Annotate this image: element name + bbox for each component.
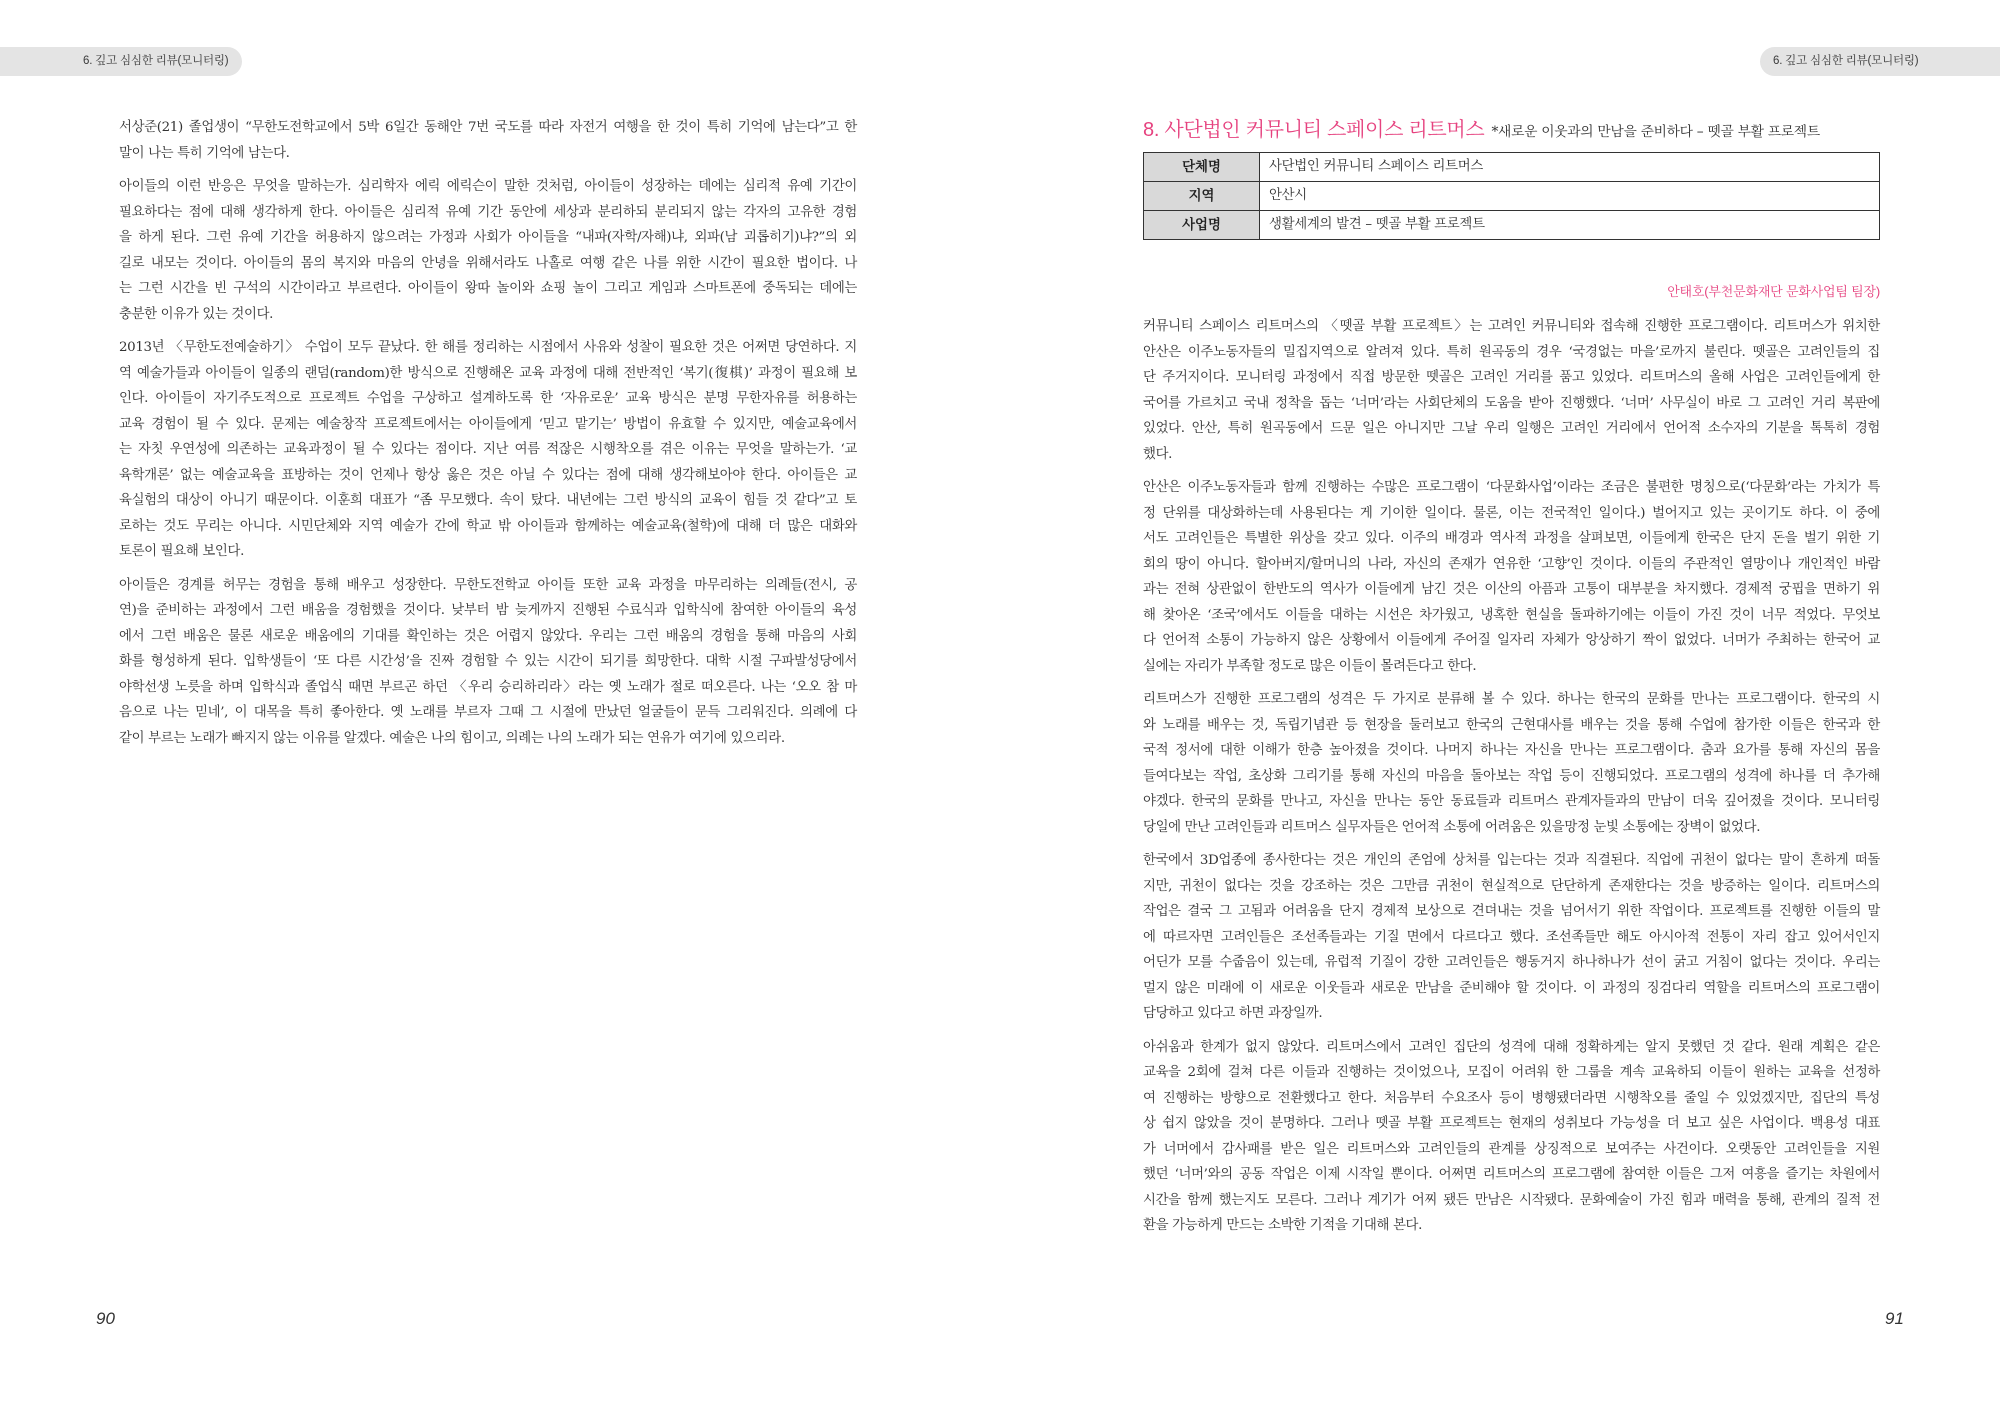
info-value: 사단법인 커뮤니티 스페이스 리트머스 [1260,153,1880,182]
text-line: 시간을 함께 했는지도 모른다. 그러나 계기가 어찌 됐든 만남은 시작됐다. 문화예술이 가진 힘과 매력을 통해, 관계의 질적 전 [1143,1192,1880,1208]
running-header-text: 6. 깊고 심심한 리뷰(모니터링) [83,55,229,67]
text-line: 아이들은 경계를 허무는 경험을 통해 배우고 성장한다. 무한도전학교 아이들 또한 교육 과정을 마무리하는 의례들(전시, 공 [119,577,857,593]
info-row [1144,182,1880,211]
running-header-left [0,47,242,76]
text-line: 에 따르자면 고려인들은 조선족들과는 기질 면에서 다르다고 했다. 조선족들만 해도 아시아적 전통이 자리 잡고 있어서인지 [1143,929,1880,945]
paragraph [119,174,857,327]
text-line: 국적 정서에 대한 이해가 한층 높아졌을 것이다. 나머지 하나는 자신을 만나는 프로그램이다. 춤과 요가를 통해 자신의 몸을 [1143,743,1880,758]
text-line: 역 예술가들과 아이들이 일종의 랜덤(random)한 방식으로 진행해온 교육 과정에 대해 전반적인 ‘복기(復棋)’ 과정이 필요해 보 [119,365,857,381]
info-row [1144,211,1880,240]
paragraph [1143,314,1880,467]
info-table [1143,152,1880,240]
text-line: 실에는 자리가 부족할 정도로 많은 이들이 몰려든다고 한다. [1143,658,1477,674]
info-label: 사업명 [1144,211,1260,240]
paragraph [119,573,857,752]
text-line: 야학선생 노릇을 하며 입학식과 졸업식 때면 부르곤 하던 〈우리 승리하리라〉라는 옛 노래가 절로 떠오른다. 나는 ‘오오 참 마 [119,679,857,695]
info-value: 안산시 [1260,182,1880,211]
paragraph [1143,848,1880,1027]
text-line: 다 언어적 소통이 가능하지 않은 상황에서 이들에게 주어질 일자리 자체가 앙상하기 짝이 없었다. 너머가 주최하는 한국어 교 [1143,633,1880,648]
text-line: 서상준(21) 졸업생이 “무한도전학교에서 5박 6일간 동해안 7번 국도를 따라 자전거 여행을 한 것이 특히 기억에 남는다”고 한 [119,120,857,135]
text-line: 과는 전혀 상관없이 한반도의 역사가 이들에게 남긴 것은 이산의 아픔과 고통이 대부분을 차지했다. 경제적 궁핍을 면하기 위 [1143,582,1880,597]
running-header-right [1760,47,2000,76]
info-value: 생활세계의 발견 – 뗏골 부활 프로젝트 [1260,211,1880,240]
text-line: 연)을 준비하는 과정에서 그런 배움을 경험했을 것이다. 낮부터 밤 늦게까지 진행된 수료식과 입학식에 참여한 아이들의 육성 [119,603,857,618]
text-line: 안산은 이주노동자들의 밀집지역으로 알려져 있다. 특히 원곡동의 경우 ‘국경없는 마을’로까지 불린다. 뗏골은 고려인들의 집 [1143,344,1880,360]
text-line: 했다. [1143,446,1173,462]
text-line: 안산은 이주노동자들과 함께 진행하는 수많은 프로그램이 ‘다문화사업’이라는 조금은 불편한 명칭으로(‘다문화’라는 가치가 특 [1143,480,1880,495]
text-line: 해 찾아온 ‘조국’에서도 이들을 대하는 시선은 차가웠고, 냉혹한 현실을 돌파하기에는 이들이 가진 것이 너무 적었다. 무엇보 [1143,607,1880,623]
page-number-left: 90 [96,1309,115,1328]
text-line: 교육을 2회에 걸쳐 다른 이들과 진행하는 것이었으나, 모집이 어려워 한 그룹을 계속 교육하되 이들이 원하는 교육을 선정하 [1143,1065,1880,1080]
text-line: 했던 ‘너머’와의 공동 작업은 이제 시작일 뿐이다. 어쩌면 리트머스의 프로그램에 참여한 이들은 그저 여흥을 즐기는 차원에서 [1143,1167,1880,1182]
text-line: 여 진행하는 방향으로 전환했다고 한다. 처음부터 수요조사 등이 병행됐더라면 시행착오를 줄일 수 있었겠지만, 집단의 특성 [1143,1090,1880,1106]
text-line: 작업은 결국 그 고됨과 어려움을 단지 경제적 보상으로 견뎌내는 것을 넘어서기 위한 작업이다. 프로젝트를 진행한 이들의 말 [1143,904,1880,919]
text-line: 같이 부르는 노래가 빠지지 않는 이유를 알겠다. 예술은 나의 힘이고, 의례는 나의 노래가 되는 연유가 여기에 있으리라. [119,730,785,746]
page-number-right: 91 [1885,1309,1904,1328]
text-line: 말이 나는 특히 기억에 남는다. [119,145,290,161]
text-line: 육학개론’ 없는 예술교육을 표방하는 것이 언제나 항상 옳은 것은 아닐 수 있다는 점에 대해 생각해보아야 한다. 아이들은 교 [119,467,857,483]
section-heading [1143,116,1880,146]
text-line: 당일에 만난 고려인들과 리트머스 실무자들은 언어적 소통에 어려움은 있을망정 눈빛 소통에는 장벽이 없었다. [1143,819,1761,835]
text-line: 정 단위를 대상화하는데 사용된다는 게 기이한 일이다. 물론, 이는 전국적인 일이다.) 벌어지고 있는 곳이기도 하다. 이 중에 [1143,505,1880,521]
text-line: 필요하다는 점에 대해 생각하게 한다. 아이들은 심리적 유예 기간 동안에 세상과 분리하되 분리되지 않는 각자의 고유한 경험 [119,204,857,220]
text-line: 육실험의 대상이 아니기 때문이다. 이훈희 대표가 “좀 무모했다. 속이 탔다. 내년에는 그런 방식의 교육이 힘들 것 같다”고 토 [119,493,857,508]
paragraph [1143,687,1880,840]
paragraph [119,115,857,166]
section-subtitle: *새로운 이웃과의 만남을 준비하다 – 뗏골 부활 프로젝트 [1491,124,1820,140]
text-line: 화를 형성하게 된다. 입학생들이 ‘또 다른 시간성’을 진짜 경험할 수 있는 시간이 되기를 희망한다. 대학 시절 구파발성당에서 [119,654,857,669]
text-line: 2013년 〈무한도전예술하기〉 수업이 모두 끝났다. 한 해를 정리하는 시점에서 사유와 성찰이 필요한 것은 어쩌면 당연하다. 지 [119,340,857,355]
text-line: 에서 그런 배움은 물론 새로운 배움에의 기대를 확인하는 것은 어렵지 않았다. 우리는 그런 배움의 경험을 통해 마음의 사회 [119,628,857,644]
text-line: 단 주거지이다. 모니터링 과정에서 직접 방문한 뗏골은 고려인 거리를 품고 있었다. 리트머스의 올해 사업은 고려인들에게 한 [1143,370,1880,385]
text-line: 로하는 것도 무리는 아니다. 시민단체와 지역 예술가 간에 학교 밖 아이들과 함께하는 예술교육(철학)에 대해 더 많은 대화와 [119,518,857,534]
paragraph [1143,1035,1880,1239]
info-label: 단체명 [1144,153,1260,182]
text-line: 커뮤니티 스페이스 리트머스의 〈뗏골 부활 프로젝트〉는 고려인 커뮤니티와 접속해 진행한 프로그램이다. 리트머스가 위치한 [1143,319,1880,334]
text-line: 리트머스가 진행한 프로그램의 성격은 두 가지로 분류해 볼 수 있다. 하나는 한국의 문화를 만나는 프로그램이다. 한국의 시 [1143,692,1880,707]
body-text-right [1143,314,1880,1247]
text-line: 담당하고 있다고 하면 과장일까. [1143,1006,1323,1021]
text-line: 상 쉽지 않았을 것이 분명하다. 그러나 뗏골 부활 프로젝트는 현재의 성취보다 가능성을 더 보고 싶은 사업이다. 백용성 대표 [1143,1116,1880,1131]
text-line: 교육 경험이 될 수 있다. 문제는 예술창작 프로젝트에서는 아이들에게 ‘믿고 맡기는’ 방법이 유효할 수 있지만, 예술교육에서 [119,416,857,432]
text-line: 아이들의 이런 반응은 무엇을 말하는가. 심리학자 에릭 에릭슨이 말한 것처럼, 아이들이 성장하는 데에는 심리적 유예 기간이 [119,179,857,194]
text-line: 지만, 귀천이 없다는 것을 강조하는 것은 그만큼 귀천이 현실적으로 단단하게 존재한다는 것을 방증하는 일이다. 리트머스의 [1143,878,1880,894]
text-line: 환을 가능하게 만드는 소박한 기적을 기대해 본다. [1143,1218,1423,1233]
text-line: 회의 땅이 아니다. 할아버지/할머니의 나라, 자신의 존재가 연유한 ‘고향’인 것이다. 이들의 주관적인 열망이나 개인적인 바람 [1143,556,1880,572]
info-label: 지역 [1144,182,1260,211]
text-line: 아쉬움과 한계가 없지 않았다. 리트머스에서 고려인 집단의 성격에 대해 정확하게는 알지 못했던 것 같다. 원래 계획은 같은 [1143,1039,1880,1055]
text-line: 는 그런 시간을 빈 구석의 시간이라고 부르련다. 아이들이 왕따 놀이와 쇼핑 놀이 그리고 게임과 스마트폰에 중독되는 데에는 [119,281,857,296]
running-header-text: 6. 깊고 심심한 리뷰(모니터링) [1773,55,1919,67]
text-line: 야겠다. 한국의 문화를 만나고, 자신을 만나는 동안 동료들과 리트머스 관계자들과의 만남이 더욱 깊어졌을 것이다. 모니터링 [1143,794,1880,809]
text-line: 음으로 나는 믿네’, 이 대목을 특히 좋아한다. 옛 노래를 부르자 그때 그 시절에 만났던 얼굴들이 문득 그리워진다. 의례에 다 [119,705,857,720]
text-line: 는 자칫 우연성에 의존하는 교육과정이 될 수 있다는 점이다. 지난 여름 적잖은 시행착오를 겪은 이유는 무엇을 말하는가. ‘교 [119,442,857,457]
text-line: 와 노래를 배우는 것, 독립기념관 등 현장을 둘러보고 한국의 근현대사를 배우는 것을 통해 수업에 참가한 이들은 한국과 한 [1143,717,1880,733]
text-line: 어딘가 모를 수줍음이 있는데, 유럽적 기질이 강한 고려인들은 행동거지 하나하나가 선이 굵고 거침이 없다는 것이다. 우리는 [1143,955,1880,970]
body-text-left [119,115,857,759]
section-title: 8. 사단법인 커뮤니티 스페이스 리트머스 [1143,119,1485,141]
text-line: 국어를 가르치고 국내 정착을 돕는 ‘너머’라는 사회단체의 도움을 받아 진행했다. ‘너머’ 사무실이 바로 그 고려인 거리 복판에 [1143,395,1880,411]
text-line: 한국에서 3D업종에 종사한다는 것은 개인의 존엄에 상처를 입는다는 것과 직결된다. 직업에 귀천이 없다는 말이 흔하게 떠돌 [1143,853,1880,868]
text-line: 토론이 필요해 보인다. [119,544,244,559]
text-line: 들여다보는 작업, 초상화 그리기를 통해 자신의 마음을 돌아보는 작업 등이 진행되었다. 프로그램의 성격에 하나를 더 추가해 [1143,768,1880,784]
text-line: 가 너머에서 감사패를 받은 일은 리트머스와 고려인들의 관계를 상징적으로 보여주는 사건이다. 오랫동안 고려인들을 지원 [1143,1141,1880,1157]
text-line: 있었다. 안산, 특히 원곡동에서 드문 일은 아니지만 그날 우리 일행은 고려인 거리에서 언어적 소수자의 기분을 톡톡히 경험 [1143,421,1880,436]
text-line: 충분한 이유가 있는 것이다. [119,306,274,322]
text-line: 길로 내모는 것이다. 아이들의 몸의 복지와 마음의 안녕을 위해서라도 나홀로 여행 같은 나를 위한 시간이 필요한 법이다. 나 [119,255,857,271]
info-row [1144,153,1880,182]
text-line: 멀지 않은 미래에 이 새로운 이웃들과 새로운 만남을 준비해야 할 것이다. 이 과정의 징검다리 역할을 리트머스의 프로그램이 [1143,980,1880,996]
author-credit: 안태호(부천문화재단 문화사업팀 팀장) [1667,284,1880,299]
text-line: 인다. 아이들이 자기주도적으로 프로젝트 수업을 구상하고 설계하도록 한 ‘자유로운’ 교육 방식은 분명 무한자유를 허용하는 [119,391,857,406]
paragraph [1143,475,1880,679]
paragraph [119,335,857,565]
text-line: 서도 고려인들은 특별한 위상을 갖고 있다. 이주의 배경과 역사적 과정을 살펴보면, 이들에게 한국은 단지 돈을 벌기 위한 기 [1143,531,1880,546]
text-line: 을 하게 된다. 그런 유예 기간을 허용하지 않으려는 가정과 사회가 아이들을 “내파(자학/자해)냐, 외파(남 괴롭히기)냐?”의 외 [119,230,857,245]
